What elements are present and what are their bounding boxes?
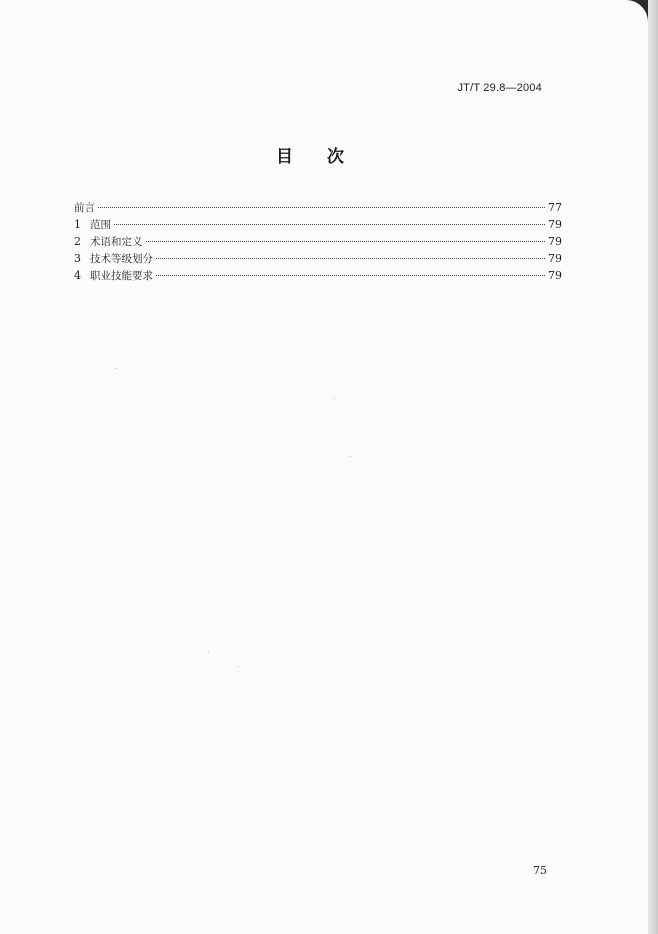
standard-code: JT/T 29.8—2004: [457, 82, 542, 94]
scan-speck: [238, 666, 239, 667]
scan-speck: [350, 456, 351, 457]
toc-entry-label: 前言: [74, 202, 95, 214]
toc-entry-page: 79: [548, 269, 562, 282]
toc-entry-label: 范围: [90, 219, 111, 231]
toc-entry-label: 职业技能要求: [90, 270, 153, 282]
toc-entry-page: 79: [548, 218, 562, 231]
toc-leader-dots: [146, 241, 546, 242]
toc-entry-scope[interactable]: [74, 216, 562, 233]
scan-speck: [334, 398, 335, 399]
scan-speck: [116, 368, 117, 369]
toc-leader-dots: [98, 207, 545, 208]
toc-entry-terms[interactable]: [74, 233, 562, 250]
toc-entry-grades[interactable]: [74, 250, 562, 267]
toc-title-char-2: 次: [327, 147, 344, 167]
table-of-contents: [74, 199, 562, 284]
toc-entry-label: 技术等级划分: [90, 253, 153, 265]
toc-leader-dots: [156, 258, 545, 259]
toc-title-char-1: 目: [276, 147, 293, 167]
toc-entry-number: 4: [74, 269, 81, 282]
toc-entry-page: 77: [548, 201, 562, 214]
page-edge-shadow: [648, 0, 658, 934]
toc-entry-label: 术语和定义: [90, 236, 143, 248]
toc-title: [0, 142, 620, 167]
page-number: 75: [533, 864, 547, 877]
toc-leader-dots: [114, 224, 545, 225]
toc-entry-number: 2: [74, 235, 81, 248]
toc-entry-requirements[interactable]: [74, 267, 562, 284]
toc-entry-number: 1: [74, 218, 81, 231]
toc-leader-dots: [156, 275, 545, 276]
toc-entry-number: 3: [74, 252, 81, 265]
scan-speck: [208, 652, 209, 653]
toc-entry-page: 79: [548, 235, 562, 248]
toc-entry-foreword[interactable]: [74, 199, 562, 216]
toc-entry-page: 79: [548, 252, 562, 265]
